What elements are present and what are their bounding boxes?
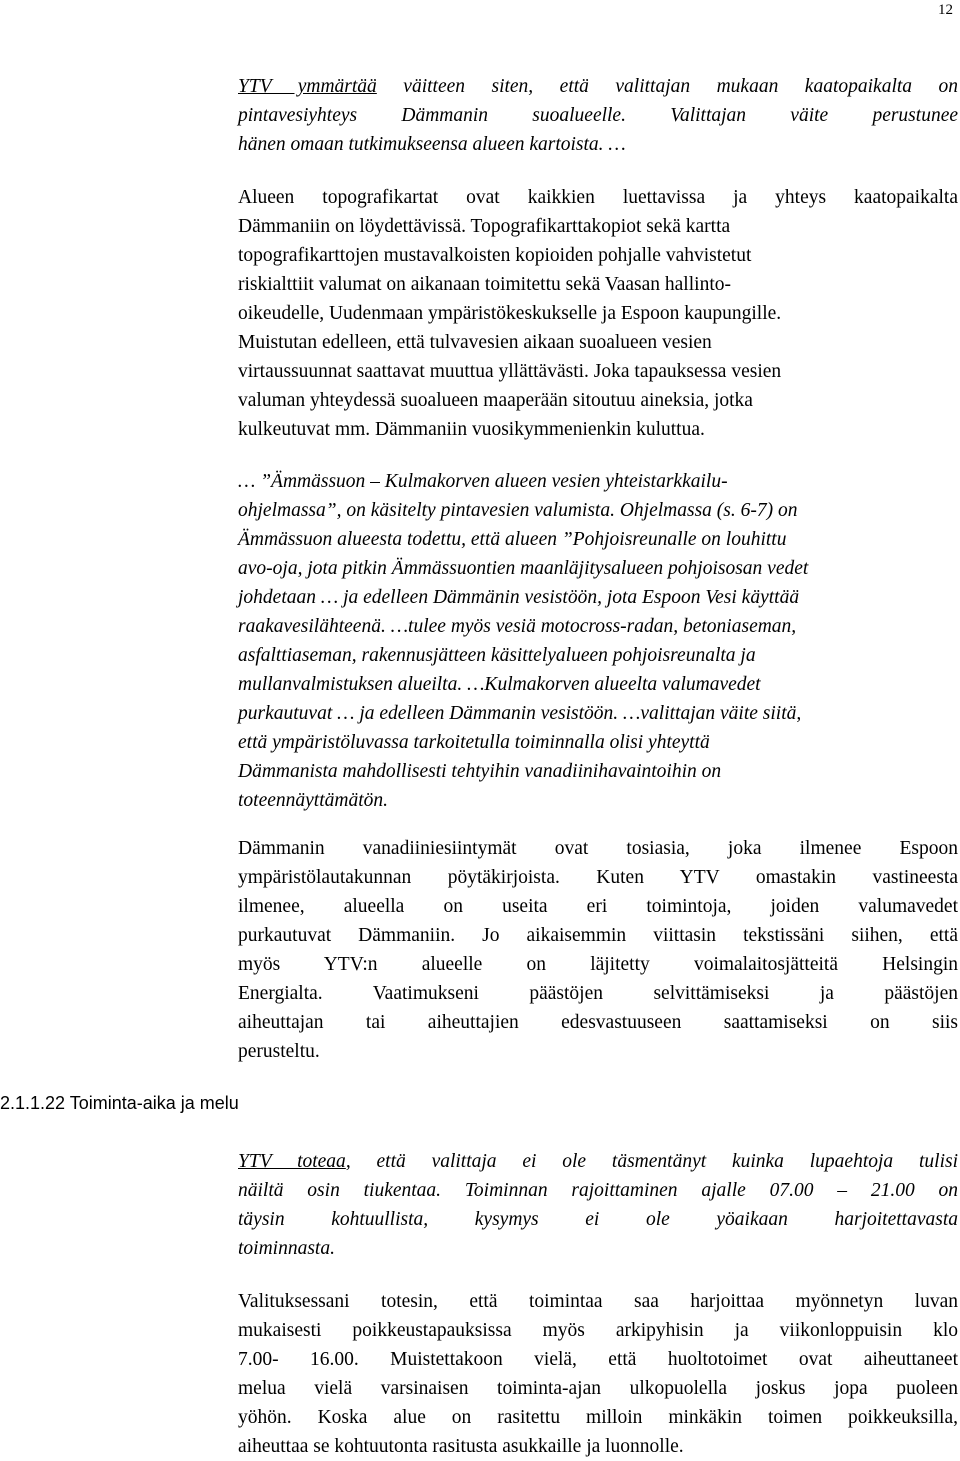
text-line: valuman yhteydessä suoalueen maaperään sitoutuu aineksia, jotka (238, 390, 753, 411)
text-line: 7.00- 16.00. Muistettakoon vielä, että huoltotoimet ovat aiheuttaneet (238, 1349, 958, 1370)
text-line: YTV ymmärtää väitteen siten, että valittajan mukaan kaatopaikalta on (238, 76, 959, 97)
text-line: toiminnasta. (238, 1238, 335, 1259)
response-paragraph-3 (238, 1287, 958, 1461)
text-line: johdetaan … ja edelleen Dämmänin vesistöön, jota Espoon Vesi käyttää (238, 587, 800, 608)
ytv-claim-paragraph-2 (238, 467, 958, 815)
text-line: Ämmässuon alueesta todettu, että alueen ”Pohjoisreunalle on louhittu (238, 529, 787, 550)
text-line: YTV toteaa, että valittaja ei ole täsmentänyt kuinka lupaehtoja tulisi (238, 1151, 958, 1172)
text-line: Dämmaniin on löydettävissä. Topografikarttakopiot sekä kartta (238, 216, 731, 237)
text-line: mullanvalmistuksen alueilta. …Kulmakorven alueelta valumavedet (238, 674, 761, 695)
text-line: … ”Ämmässuon – Kulmakorven alueen vesien yhteistarkkailu- (238, 471, 728, 492)
text-line: ohjelmassa”, on käsitelty pintavesien valumista. Ohjelmassa (s. 6-7) on (238, 500, 798, 521)
text-line: toteennäyttämätön. (238, 790, 389, 811)
page-number: 12 (938, 2, 953, 18)
text-line: mukaisesti poikkeustapauksissa myös arkipyhisin ja viikonloppuisin klo (238, 1320, 958, 1341)
text-line: näiltä osin tiukentaa. Toiminnan rajoittaminen ajalle 07.00 – 21.00 on (238, 1180, 958, 1201)
text-line: aiheuttajan tai aiheuttajien edesvastuuseen saattamiseksi on siis (238, 1012, 958, 1033)
text-line: Alueen topografikartat ovat kaikkien luettavissa ja yhteys kaatopaikalta (238, 187, 958, 208)
text-line: että ympäristöluvassa tarkoitetulla toiminnalla olisi yhteyttä (238, 732, 710, 753)
text-line: Dämmanista mahdollisesti tehtyihin vanadiinihavaintoihin on (238, 761, 722, 782)
text-line: ympäristölautakunnan pöytäkirjoista. Kuten YTV omastakin vastineesta (238, 867, 958, 888)
text-line: myös YTV:n alueelle on läjitetty voimalaitosjätteitä Helsingin (238, 954, 958, 975)
text-line: aiheuttaa se kohtuutonta rasitusta asukkaille ja luonnolle. (238, 1436, 684, 1457)
response-paragraph-2 (238, 834, 958, 1066)
text-line: raakavesilähteenä. …tulee myös vesiä motocross-radan, betoniaseman, (238, 616, 797, 637)
ytv-claim-paragraph-3 (238, 1147, 958, 1263)
text-line: asfalttiaseman, rakennusjätteen käsittelyalueen pohjoisreunalta ja (238, 645, 756, 666)
text-line: Valituksessani totesin, että toimintaa saa harjoittaa myönnetyn luvan (238, 1291, 958, 1312)
ytv-claim-paragraph-1 (238, 72, 958, 159)
text-line: virtaussuunnat saattavat muuttua yllättävästi. Joka tapauksessa vesien (238, 361, 782, 382)
text-line: purkautuvat … ja edelleen Dämmanin vesistöön. …valittajan väite siitä, (238, 703, 802, 724)
text-line: melua vielä varsinaisen toiminta-ajan ulkopuolella joskus jopa puoleen (238, 1378, 958, 1399)
text-line: perusteltu. (238, 1041, 320, 1062)
text-line: hänen omaan tutkimukseensa alueen kartoista. … (238, 134, 626, 155)
section-heading: 2.1.1.22 Toiminta-aika ja melu (0, 1093, 239, 1113)
response-paragraph-1 (238, 183, 958, 444)
text-line: riskialttiit valumat on aikanaan toimitettu sekä Vaasan hallinto- (238, 274, 731, 295)
text-line: purkautuvat Dämmaniin. Jo aikaisemmin viittasin tekstissäni siihen, että (238, 925, 958, 946)
text-line: avo-oja, jota pitkin Ämmässuontien maanläjitysalueen pohjoisosan vedet (238, 558, 809, 579)
text-line: oikeudelle, Uudenmaan ympäristökeskukselle ja Espoon kaupungille. (238, 303, 782, 324)
text-line: yöhön. Koska alue on rasitettu milloin minkäkin toimen poikkeuksilla, (238, 1407, 958, 1428)
text-line: pintavesiyhteys Dämmanin suoalueelle. Valittajan väite perustunee (238, 105, 958, 126)
text-line: täysin kohtuullista, kysymys ei ole yöaikaan harjoitettavasta (238, 1209, 958, 1230)
text-line: Energialta. Vaatimukseni päästöjen selvittämiseksi ja päästöjen (238, 983, 958, 1004)
text-line: ilmenee, alueella on useita eri toimintoja, joiden valumavedet (238, 896, 958, 917)
underlined-ytv-phrase: YTV toteaa (238, 1151, 346, 1172)
text-line: kulkeutuvat mm. Dämmaniin vuosikymmenienkin kuluttua. (238, 419, 705, 440)
text-line: Dämmanin vanadiiniesiintymät ovat tosiasia, joka ilmenee Espoon (238, 838, 958, 859)
text-line: Muistutan edelleen, että tulvavesien aikaan suoalueen vesien (238, 332, 712, 353)
underlined-ytv-phrase: YTV ymmärtää (238, 76, 377, 97)
text-line: topografikarttojen mustavalkoisten kopioiden pohjalle vahvistetut (238, 245, 752, 266)
